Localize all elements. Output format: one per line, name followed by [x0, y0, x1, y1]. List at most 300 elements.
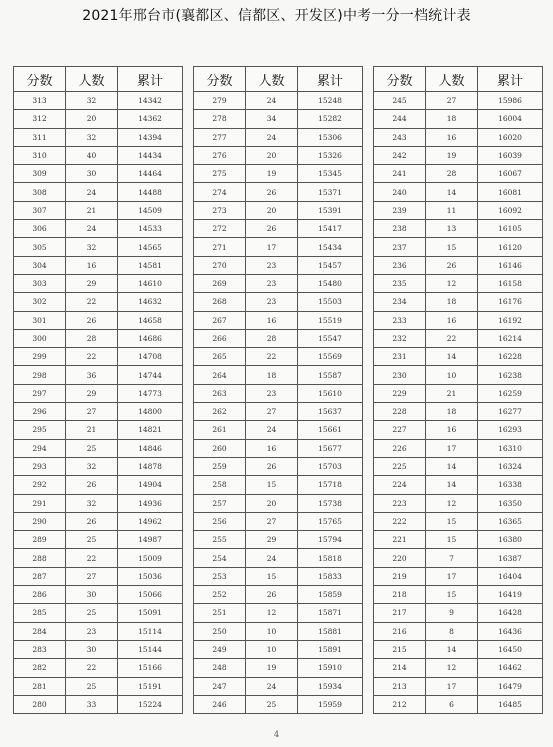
cell-score: 219 [374, 567, 426, 585]
cell-cumulative: 15959 [298, 695, 363, 713]
header-score: 分数 [14, 67, 66, 92]
cell-score: 278 [194, 110, 246, 128]
cell-cumulative: 16404 [478, 567, 543, 585]
table-row [194, 457, 363, 475]
table-row [374, 92, 543, 110]
cell-count: 19 [246, 659, 298, 677]
cell-cumulative: 16419 [478, 586, 543, 604]
cell-cumulative: 14464 [118, 165, 183, 183]
cell-score: 255 [194, 531, 246, 549]
table-row [194, 274, 363, 292]
cell-cumulative: 15569 [298, 348, 363, 366]
cell-count: 23 [246, 384, 298, 402]
cell-score: 260 [194, 439, 246, 457]
cell-cumulative: 14610 [118, 274, 183, 292]
table-row [14, 531, 183, 549]
cell-cumulative: 16004 [478, 110, 543, 128]
cell-cumulative: 14394 [118, 128, 183, 146]
cell-cumulative: 15910 [298, 659, 363, 677]
table-row [374, 165, 543, 183]
cell-score: 290 [14, 512, 66, 530]
cell-score: 288 [14, 549, 66, 567]
cell-cumulative: 15248 [298, 92, 363, 110]
cell-count: 24 [246, 677, 298, 695]
header-score: 分数 [194, 67, 246, 92]
cell-score: 228 [374, 403, 426, 421]
table-row [14, 549, 183, 567]
header-cumulative: 累计 [478, 67, 543, 92]
table-row [14, 274, 183, 292]
cell-score: 246 [194, 695, 246, 713]
table-row [14, 494, 183, 512]
cell-score: 218 [374, 586, 426, 604]
cell-count: 26 [66, 476, 118, 494]
table-row [374, 366, 543, 384]
cell-count: 25 [66, 531, 118, 549]
cell-count: 12 [246, 604, 298, 622]
cell-score: 222 [374, 512, 426, 530]
cell-cumulative: 16485 [478, 695, 543, 713]
cell-score: 253 [194, 567, 246, 585]
cell-cumulative: 14962 [118, 512, 183, 530]
header-cumulative: 累计 [118, 67, 183, 92]
page-number: 4 [273, 730, 280, 739]
cell-count: 18 [426, 403, 478, 421]
cell-score: 305 [14, 238, 66, 256]
cell-score: 270 [194, 256, 246, 274]
cell-cumulative: 16067 [478, 165, 543, 183]
cell-score: 273 [194, 201, 246, 219]
cell-count: 24 [246, 92, 298, 110]
cell-cumulative: 16436 [478, 622, 543, 640]
cell-cumulative: 14846 [118, 439, 183, 457]
cell-score: 269 [194, 274, 246, 292]
cell-count: 32 [66, 238, 118, 256]
cell-cumulative: 16214 [478, 329, 543, 347]
cell-score: 257 [194, 494, 246, 512]
cell-score: 245 [374, 92, 426, 110]
cell-score: 282 [14, 659, 66, 677]
cell-score: 248 [194, 659, 246, 677]
cell-score: 236 [374, 256, 426, 274]
cell-count: 26 [66, 512, 118, 530]
cell-score: 291 [14, 494, 66, 512]
cell-cumulative: 15765 [298, 512, 363, 530]
table-row [14, 567, 183, 585]
table-row [14, 311, 183, 329]
cell-score: 266 [194, 329, 246, 347]
cell-score: 216 [374, 622, 426, 640]
cell-count: 26 [426, 256, 478, 274]
table-row [194, 256, 363, 274]
cell-cumulative: 15036 [118, 567, 183, 585]
table-row [194, 183, 363, 201]
cell-cumulative: 15009 [118, 549, 183, 567]
cell-cumulative: 15703 [298, 457, 363, 475]
cell-count: 23 [246, 293, 298, 311]
cell-score: 302 [14, 293, 66, 311]
cell-cumulative: 16428 [478, 604, 543, 622]
cell-cumulative: 15326 [298, 146, 363, 164]
cell-cumulative: 16092 [478, 201, 543, 219]
cell-count: 22 [66, 549, 118, 567]
cell-score: 312 [14, 110, 66, 128]
cell-score: 232 [374, 329, 426, 347]
cell-score: 310 [14, 146, 66, 164]
cell-score: 313 [14, 92, 66, 110]
cell-count: 24 [246, 128, 298, 146]
table-row [374, 604, 543, 622]
cell-score: 287 [14, 567, 66, 585]
cell-cumulative: 14744 [118, 366, 183, 384]
header-cumulative: 累计 [298, 67, 363, 92]
cell-count: 40 [66, 146, 118, 164]
cell-score: 233 [374, 311, 426, 329]
table-row [374, 311, 543, 329]
cell-cumulative: 14362 [118, 110, 183, 128]
cell-count: 15 [426, 512, 478, 530]
cell-score: 244 [374, 110, 426, 128]
cell-score: 304 [14, 256, 66, 274]
cell-cumulative: 16338 [478, 476, 543, 494]
table-row [374, 384, 543, 402]
cell-count: 21 [66, 201, 118, 219]
cell-cumulative: 15519 [298, 311, 363, 329]
cell-cumulative: 14800 [118, 403, 183, 421]
cell-score: 213 [374, 677, 426, 695]
cell-count: 20 [246, 494, 298, 512]
cell-score: 254 [194, 549, 246, 567]
table-row [14, 439, 183, 457]
cell-cumulative: 14342 [118, 92, 183, 110]
cell-cumulative: 14821 [118, 421, 183, 439]
cell-cumulative: 16380 [478, 531, 543, 549]
table-row [194, 92, 363, 110]
cell-cumulative: 15818 [298, 549, 363, 567]
table-row [374, 128, 543, 146]
cell-count: 15 [246, 567, 298, 585]
cell-cumulative: 15859 [298, 586, 363, 604]
table-row [374, 695, 543, 713]
table-row [194, 329, 363, 347]
cell-count: 23 [246, 274, 298, 292]
cell-count: 14 [426, 457, 478, 475]
cell-cumulative: 16238 [478, 366, 543, 384]
cell-count: 24 [66, 220, 118, 238]
cell-score: 224 [374, 476, 426, 494]
table-row [14, 183, 183, 201]
cell-cumulative: 15833 [298, 567, 363, 585]
table-row [374, 586, 543, 604]
cell-cumulative: 14509 [118, 201, 183, 219]
cell-score: 247 [194, 677, 246, 695]
table-row [374, 403, 543, 421]
table-row [374, 348, 543, 366]
table-row [194, 348, 363, 366]
cell-cumulative: 15986 [478, 92, 543, 110]
cell-score: 308 [14, 183, 66, 201]
cell-score: 220 [374, 549, 426, 567]
cell-count: 27 [246, 512, 298, 530]
cell-cumulative: 16462 [478, 659, 543, 677]
cell-score: 239 [374, 201, 426, 219]
table-row [374, 421, 543, 439]
table-row [14, 677, 183, 695]
cell-cumulative: 16081 [478, 183, 543, 201]
cell-count: 13 [426, 220, 478, 238]
cell-score: 258 [194, 476, 246, 494]
cell-score: 251 [194, 604, 246, 622]
cell-score: 267 [194, 311, 246, 329]
table-row [374, 512, 543, 530]
score-table-3 [373, 66, 543, 714]
table-row [374, 439, 543, 457]
cell-score: 238 [374, 220, 426, 238]
cell-cumulative: 15587 [298, 366, 363, 384]
cell-count: 18 [426, 293, 478, 311]
cell-count: 26 [246, 586, 298, 604]
cell-cumulative: 15738 [298, 494, 363, 512]
cell-cumulative: 15794 [298, 531, 363, 549]
cell-score: 307 [14, 201, 66, 219]
cell-score: 217 [374, 604, 426, 622]
cell-count: 17 [426, 439, 478, 457]
table-row [194, 128, 363, 146]
cell-count: 25 [66, 439, 118, 457]
cell-cumulative: 15547 [298, 329, 363, 347]
table-row [374, 146, 543, 164]
table-row [374, 256, 543, 274]
table-row [194, 567, 363, 585]
table-row [374, 476, 543, 494]
cell-count: 16 [426, 311, 478, 329]
cell-cumulative: 15480 [298, 274, 363, 292]
cell-cumulative: 14565 [118, 238, 183, 256]
cell-count: 16 [426, 128, 478, 146]
cell-cumulative: 14878 [118, 457, 183, 475]
table-row [14, 92, 183, 110]
cell-cumulative: 15891 [298, 640, 363, 658]
header-count: 人数 [426, 67, 478, 92]
cell-score: 212 [374, 695, 426, 713]
table-row [194, 622, 363, 640]
cell-cumulative: 14632 [118, 293, 183, 311]
score-table-2 [193, 66, 363, 714]
cell-cumulative: 15306 [298, 128, 363, 146]
cell-count: 27 [426, 92, 478, 110]
cell-count: 26 [246, 220, 298, 238]
cell-cumulative: 16176 [478, 293, 543, 311]
cell-count: 25 [66, 677, 118, 695]
cell-count: 7 [426, 549, 478, 567]
table-row [374, 220, 543, 238]
table-row [194, 110, 363, 128]
cell-count: 16 [426, 421, 478, 439]
cell-count: 24 [246, 549, 298, 567]
table-row [14, 293, 183, 311]
cell-cumulative: 16020 [478, 128, 543, 146]
table-row [14, 329, 183, 347]
cell-count: 11 [426, 201, 478, 219]
table-row [194, 421, 363, 439]
cell-count: 20 [66, 110, 118, 128]
cell-count: 17 [426, 567, 478, 585]
table-row [14, 403, 183, 421]
cell-cumulative: 14904 [118, 476, 183, 494]
cell-count: 16 [246, 439, 298, 457]
score-table-1 [13, 66, 183, 714]
cell-cumulative: 16039 [478, 146, 543, 164]
cell-count: 33 [66, 695, 118, 713]
table-row [374, 201, 543, 219]
cell-count: 14 [426, 640, 478, 658]
cell-cumulative: 15718 [298, 476, 363, 494]
table-row [14, 201, 183, 219]
table-row [374, 274, 543, 292]
cell-cumulative: 16450 [478, 640, 543, 658]
cell-count: 15 [426, 238, 478, 256]
cell-count: 28 [66, 329, 118, 347]
cell-cumulative: 16479 [478, 677, 543, 695]
cell-score: 306 [14, 220, 66, 238]
table-row [194, 604, 363, 622]
cell-count: 34 [246, 110, 298, 128]
cell-cumulative: 16350 [478, 494, 543, 512]
table-row [374, 293, 543, 311]
cell-score: 243 [374, 128, 426, 146]
cell-score: 283 [14, 640, 66, 658]
cell-count: 36 [66, 366, 118, 384]
cell-score: 292 [14, 476, 66, 494]
cell-count: 17 [426, 677, 478, 695]
cell-score: 252 [194, 586, 246, 604]
table-row [14, 220, 183, 238]
table-row [14, 366, 183, 384]
cell-cumulative: 14434 [118, 146, 183, 164]
cell-score: 261 [194, 421, 246, 439]
cell-count: 21 [66, 421, 118, 439]
cell-cumulative: 16120 [478, 238, 543, 256]
table-row [194, 220, 363, 238]
cell-cumulative: 15434 [298, 238, 363, 256]
cell-count: 30 [66, 586, 118, 604]
table-row [194, 311, 363, 329]
cell-count: 29 [246, 531, 298, 549]
cell-cumulative: 15166 [118, 659, 183, 677]
cell-score: 272 [194, 220, 246, 238]
table-row [194, 238, 363, 256]
cell-count: 20 [246, 201, 298, 219]
table-row [14, 586, 183, 604]
cell-count: 22 [66, 659, 118, 677]
cell-cumulative: 15066 [118, 586, 183, 604]
cell-score: 234 [374, 293, 426, 311]
cell-count: 10 [426, 366, 478, 384]
cell-count: 15 [426, 531, 478, 549]
cell-cumulative: 15881 [298, 622, 363, 640]
table-row [194, 586, 363, 604]
cell-cumulative: 14936 [118, 494, 183, 512]
cell-count: 28 [426, 165, 478, 183]
cell-cumulative: 15224 [118, 695, 183, 713]
cell-score: 256 [194, 512, 246, 530]
cell-score: 263 [194, 384, 246, 402]
cell-cumulative: 14658 [118, 311, 183, 329]
table-row [194, 403, 363, 421]
cell-score: 285 [14, 604, 66, 622]
header-score: 分数 [374, 67, 426, 92]
cell-cumulative: 15114 [118, 622, 183, 640]
cell-count: 25 [66, 604, 118, 622]
table-row [14, 604, 183, 622]
table-row [194, 476, 363, 494]
table-row [14, 146, 183, 164]
cell-score: 249 [194, 640, 246, 658]
cell-count: 9 [426, 604, 478, 622]
cell-score: 262 [194, 403, 246, 421]
table-row [374, 110, 543, 128]
cell-score: 264 [194, 366, 246, 384]
table-header-row [14, 67, 183, 92]
cell-count: 26 [66, 311, 118, 329]
table-row [14, 110, 183, 128]
cell-score: 301 [14, 311, 66, 329]
cell-count: 32 [66, 92, 118, 110]
cell-score: 303 [14, 274, 66, 292]
cell-score: 299 [14, 348, 66, 366]
cell-cumulative: 15934 [298, 677, 363, 695]
cell-count: 25 [246, 695, 298, 713]
table-row [14, 165, 183, 183]
cell-score: 223 [374, 494, 426, 512]
table-row [194, 146, 363, 164]
cell-count: 16 [66, 256, 118, 274]
cell-cumulative: 15661 [298, 421, 363, 439]
cell-cumulative: 16277 [478, 403, 543, 421]
cell-cumulative: 15637 [298, 403, 363, 421]
cell-count: 14 [426, 476, 478, 494]
cell-score: 259 [194, 457, 246, 475]
cell-cumulative: 14773 [118, 384, 183, 402]
cell-count: 32 [66, 494, 118, 512]
table-row [14, 659, 183, 677]
cell-cumulative: 16192 [478, 311, 543, 329]
table-row [374, 238, 543, 256]
cell-score: 280 [14, 695, 66, 713]
cell-cumulative: 16387 [478, 549, 543, 567]
cell-score: 275 [194, 165, 246, 183]
cell-count: 6 [426, 695, 478, 713]
table-row [14, 384, 183, 402]
cell-count: 10 [246, 622, 298, 640]
cell-count: 12 [426, 659, 478, 677]
table-row [194, 695, 363, 713]
cell-score: 286 [14, 586, 66, 604]
cell-cumulative: 14533 [118, 220, 183, 238]
cell-cumulative: 15457 [298, 256, 363, 274]
cell-cumulative: 15144 [118, 640, 183, 658]
cell-score: 250 [194, 622, 246, 640]
cell-score: 242 [374, 146, 426, 164]
cell-score: 231 [374, 348, 426, 366]
table-row [14, 256, 183, 274]
cell-count: 23 [66, 622, 118, 640]
table-row [194, 439, 363, 457]
cell-count: 29 [66, 274, 118, 292]
cell-score: 300 [14, 329, 66, 347]
table-row [194, 677, 363, 695]
cell-cumulative: 15417 [298, 220, 363, 238]
